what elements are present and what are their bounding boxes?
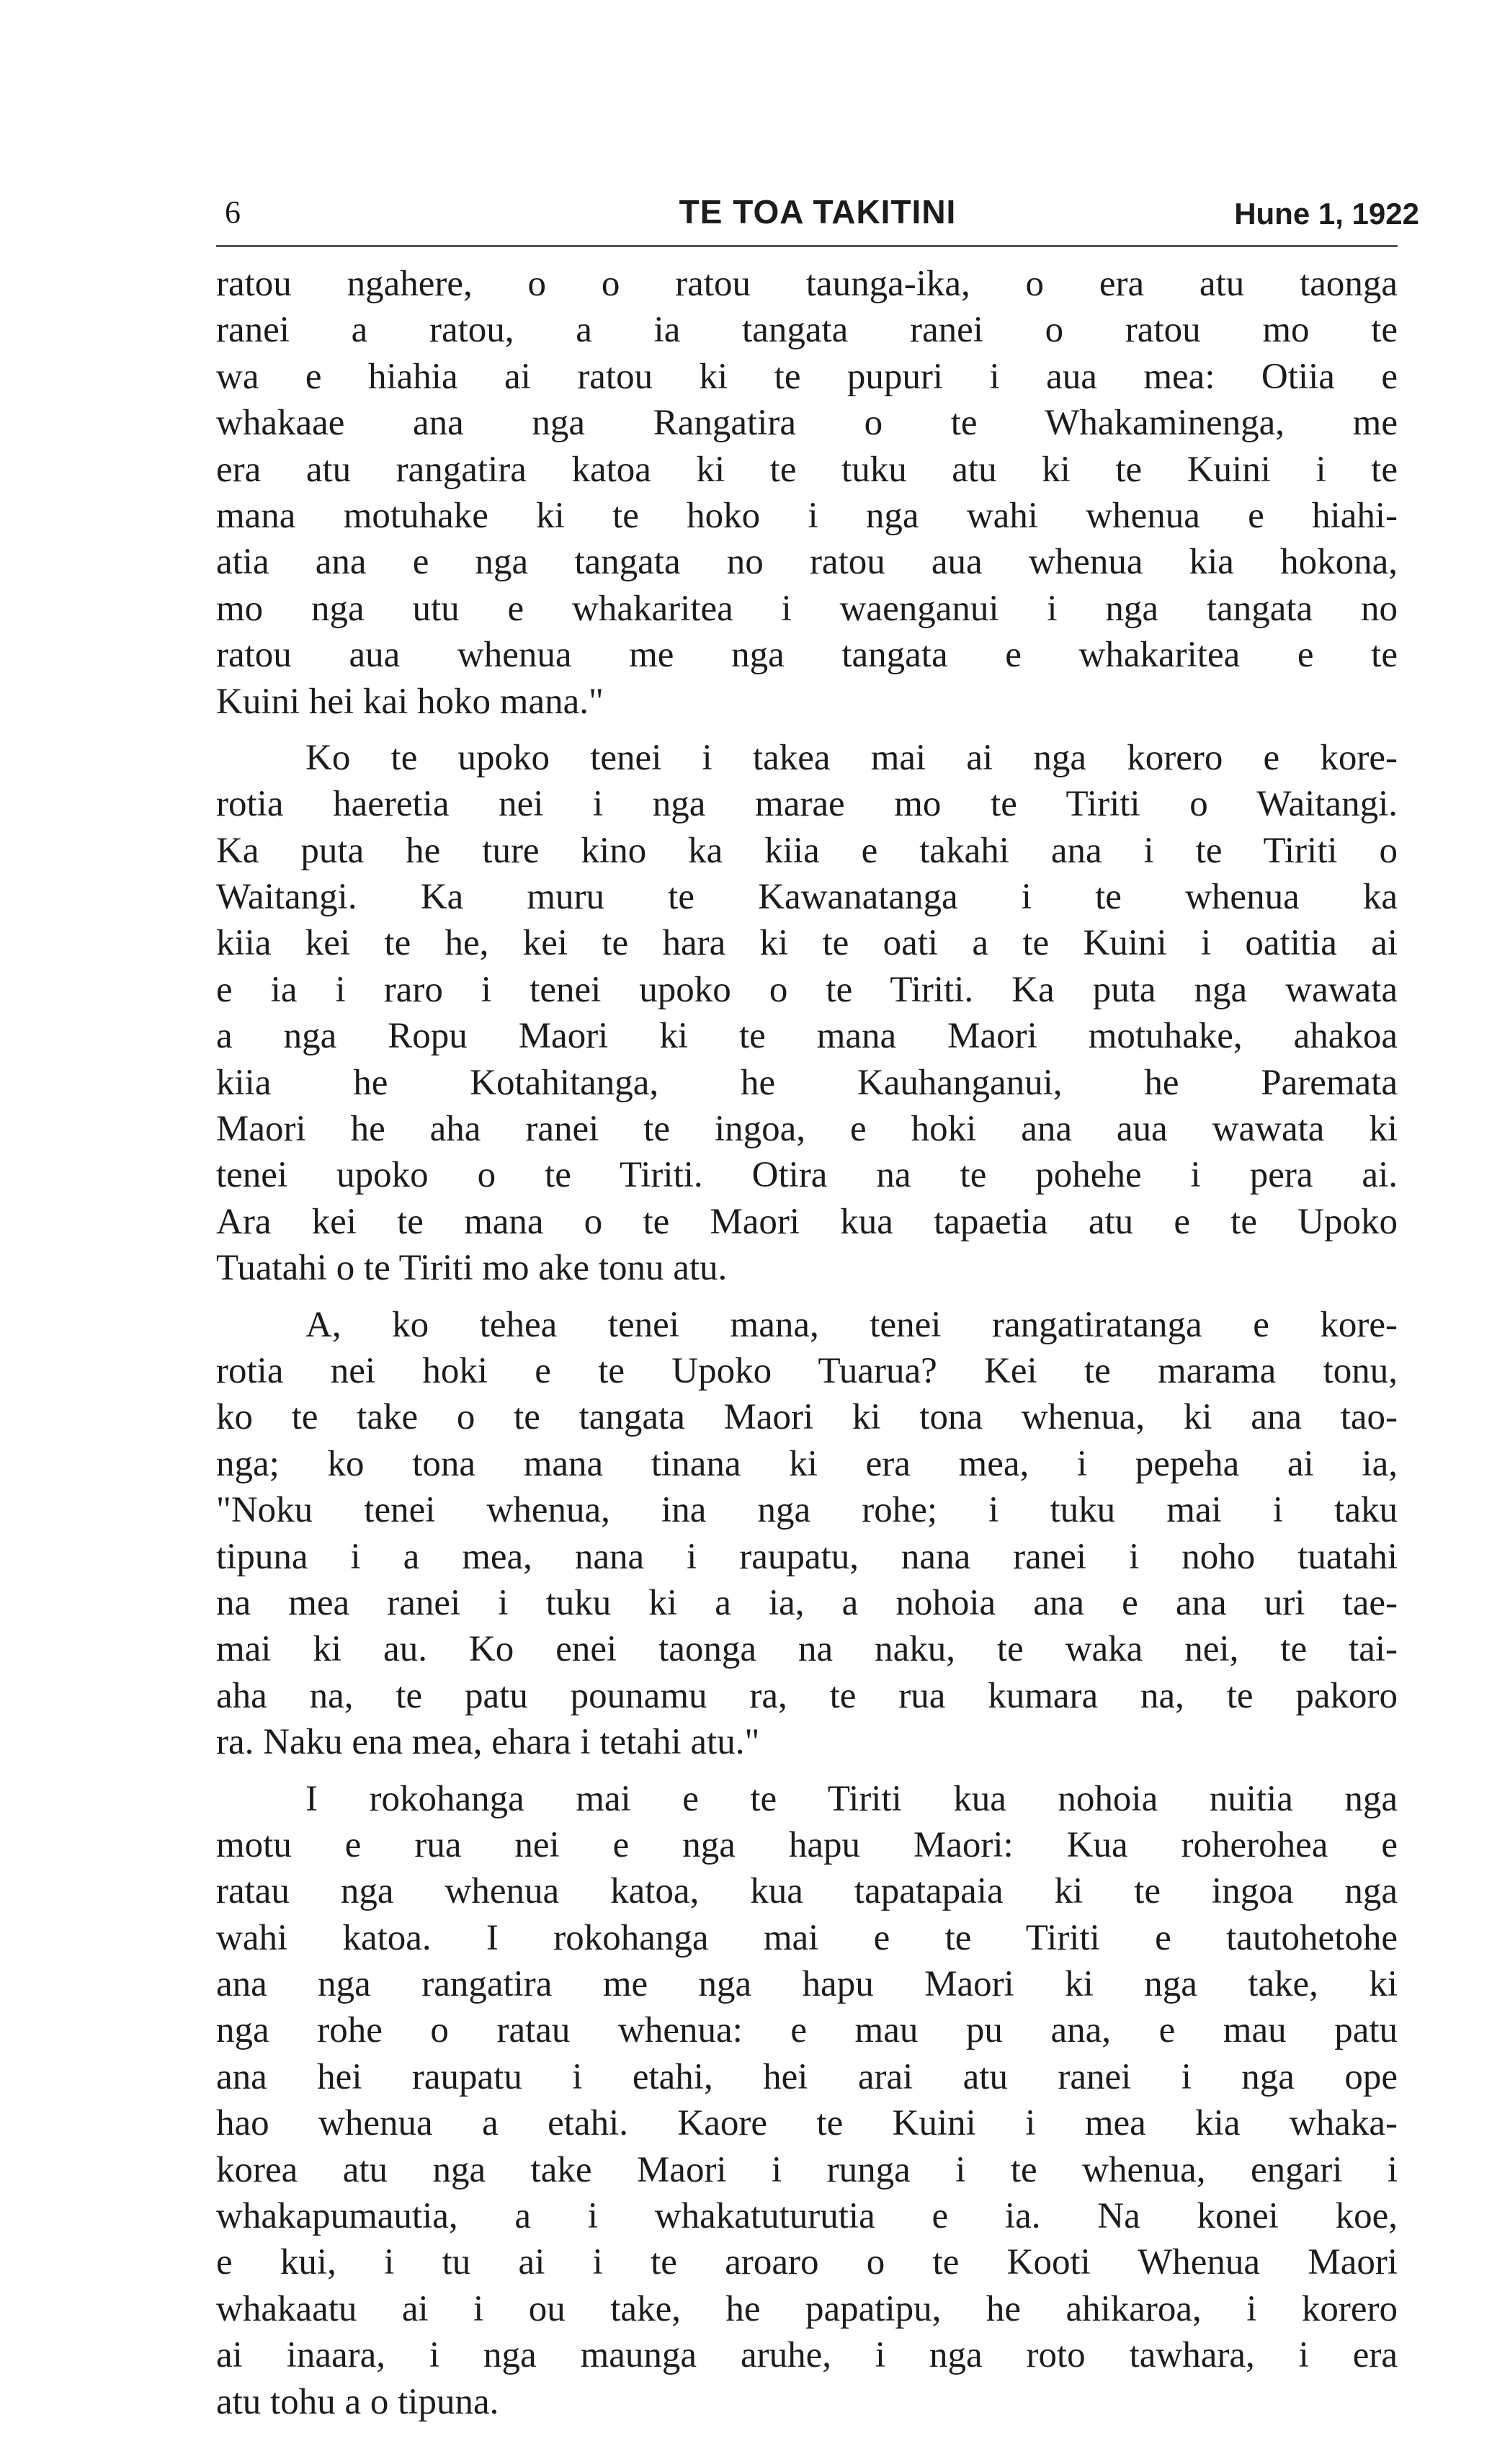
text-line: aha na, te patu pounamu ra, te rua kumara na, te pakoro — [216, 1675, 1398, 1716]
text-line: whakapumautia, a i whakatuturutia e ia. Na konei koe, — [216, 2196, 1398, 2237]
page-header — [216, 184, 1419, 241]
text-line: ratau nga whenua katoa, kua tapatapaia ki te ingoa nga — [216, 1871, 1398, 1912]
article-body — [216, 261, 1398, 2425]
paragraph-gap — [216, 1292, 1398, 1302]
text-line: I rokohanga mai e te Tiriti kua nohoia nuitia nga — [305, 1778, 1398, 1819]
paragraph — [216, 735, 1398, 1292]
text-line: mana motuhake ki te hoko i nga wahi whenua e hiahi- — [216, 495, 1398, 536]
text-line: ko te take o te tangata Maori ki tona whenua, ki ana tao- — [216, 1397, 1398, 1438]
text-line: atia ana e nga tangata no ratou aua whenua kia hokona, — [216, 542, 1398, 583]
text-line: A, ko tehea tenei mana, tenei rangatiratanga e kore- — [305, 1304, 1398, 1345]
text-line: Tuatahi o te Tiriti mo ake tonu atu. — [216, 1248, 728, 1289]
text-line: Ara kei te mana o te Maori kua tapaetia atu e te Upoko — [216, 1201, 1398, 1242]
text-line: nga; ko tona mana tinana ki era mea, i pepeha ai ia, — [216, 1443, 1398, 1484]
text-line: Maori he aha ranei te ingoa, e hoki ana aua wawata ki — [216, 1109, 1398, 1150]
text-line: Kuini hei kai hoko mana." — [216, 681, 604, 722]
text-line: ai inaara, i nga maunga aruhe, i nga roto tawhara, i era — [216, 2335, 1398, 2376]
text-line: hao whenua a etahi. Kaore te Kuini i mea kia whaka- — [216, 2103, 1398, 2144]
header-rule — [216, 245, 1398, 247]
paragraph-gap — [216, 725, 1398, 735]
text-line: rotia nei hoki e te Upoko Tuarua? Kei te marama tonu, — [216, 1350, 1398, 1391]
text-line: a nga Ropu Maori ki te mana Maori motuhake, ahakoa — [216, 1016, 1398, 1057]
running-title: TE TOA TAKITINI — [679, 193, 957, 231]
text-line: Ka puta he ture kino ka kiia e takahi ana i te Tiriti o — [216, 830, 1398, 871]
text-line: na mea ranei i tuku ki a ia, a nohoia ana e ana uri tae- — [216, 1582, 1398, 1623]
paragraph — [216, 1302, 1398, 1766]
text-line: motu e rua nei e nga hapu Maori: Kua roherohea e — [216, 1824, 1398, 1865]
text-line: atu tohu a o tipuna. — [216, 2381, 499, 2422]
text-line: e kui, i tu ai i te aroaro o te Kooti Whenua Maori — [216, 2242, 1398, 2283]
text-line: Waitangi. Ka muru te Kawanatanga i te whenua ka — [216, 877, 1398, 918]
text-line: ratou ngahere, o o ratou taunga-ika, o era atu taonga — [216, 264, 1398, 304]
text-line: "Noku tenei whenua, ina nga rohe; i tuku mai i taku — [216, 1490, 1398, 1531]
text-line: tipuna i a mea, nana i raupatu, nana ranei i noho tuatahi — [216, 1536, 1398, 1577]
text-line: rotia haeretia nei i nga marae mo te Tiriti o Waitangi. — [216, 784, 1398, 825]
text-line: korea atu nga take Maori i runga i te whenua, engari i — [216, 2149, 1398, 2190]
text-line: ra. Naku ena mea, ehara i tetahi atu." — [216, 1722, 760, 1763]
issue-date: Hune 1, 1922 — [1234, 197, 1419, 231]
text-line: kiia he Kotahitanga, he Kauhanganui, he Paremata — [216, 1062, 1398, 1103]
paragraph — [216, 1776, 1398, 2425]
text-line: ratou aua whenua me nga tangata e whakaritea e te — [216, 635, 1398, 676]
text-line: kiia kei te he, kei te hara ki te oati a te Kuini i oatitia ai — [216, 923, 1398, 964]
text-line: e ia i raro i tenei upoko o te Tiriti. Ka puta nga wawata — [216, 969, 1398, 1010]
text-line: nga rohe o ratau whenua: e mau pu ana, e mau patu — [216, 2010, 1398, 2051]
text-line: ana nga rangatira me nga hapu Maori ki nga take, ki — [216, 1964, 1398, 2005]
page-number: 6 — [225, 195, 241, 230]
text-line: Ko te upoko tenei i takea mai ai nga korero e kore- — [305, 737, 1398, 778]
text-line: mo nga utu e whakaritea i waenganui i nga tangata no — [216, 588, 1398, 629]
paragraph-gap — [216, 1766, 1398, 1776]
text-line: mai ki au. Ko enei taonga na naku, te waka nei, te tai- — [216, 1629, 1398, 1670]
text-line: wa e hiahia ai ratou ki te pupuri i aua mea: Otiia e — [216, 356, 1398, 397]
text-line: tenei upoko o te Tiriti. Otira na te pohehe i pera ai. — [216, 1155, 1398, 1196]
paragraph — [216, 261, 1398, 725]
text-line: wahi katoa. I rokohanga mai e te Tiriti e tautohetohe — [216, 1917, 1398, 1958]
text-line: ana hei raupatu i etahi, hei arai atu ranei i nga ope — [216, 2056, 1398, 2097]
text-line: whakaae ana nga Rangatira o te Whakaminenga, me — [216, 403, 1398, 444]
text-line: era atu rangatira katoa ki te tuku atu ki te Kuini i te — [216, 449, 1398, 490]
text-line: ranei a ratou, a ia tangata ranei o ratou mo te — [216, 310, 1398, 351]
text-line: whakaatu ai i ou take, he papatipu, he ahikaroa, i korero — [216, 2288, 1398, 2329]
